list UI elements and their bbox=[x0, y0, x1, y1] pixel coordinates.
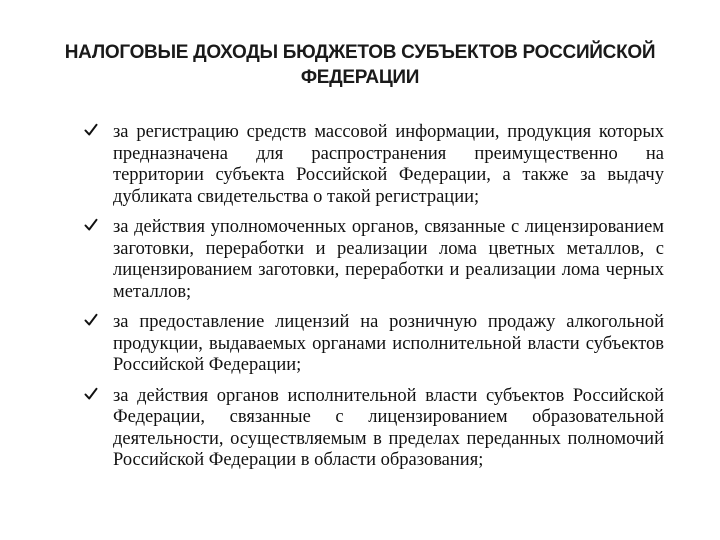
list-item-text: за действия уполномоченных органов, связанные с лицензированием заготовки, переработки и реализации лома цветных металлов, с лицензированием заготовки, переработки и реализации лома черных металлов; bbox=[113, 217, 664, 302]
list-item-text: за действия органов исполнительной власти субъектов Российской Федерации, связанные с лицензированием образовательной деятельности, осуществляемым в пределах переданных полномочий Российской Федерации в области образования; bbox=[113, 385, 664, 470]
list-item-text: за регистрацию средств массовой информации, продукция которых предназначена для распространения преимущественно на территории субъекта Российской Федерации, а также за выдачу дубликата свидетельства о такой регистрации; bbox=[113, 122, 664, 207]
title-line-2: ФЕДЕРАЦИИ bbox=[300, 67, 420, 88]
list-item bbox=[84, 217, 664, 303]
list-item bbox=[84, 386, 664, 472]
checkmark-icon bbox=[84, 123, 98, 137]
checkmark-icon bbox=[84, 387, 98, 401]
list-item-text: за предоставление лицензий на розничную продажу алкогольной продукции, выдаваемых органами исполнительной власти субъектов Российской Федерации; bbox=[113, 312, 664, 375]
list-item bbox=[84, 122, 664, 208]
checkmark-icon bbox=[84, 313, 98, 327]
list-item bbox=[84, 312, 664, 377]
bullet-list bbox=[84, 122, 664, 472]
title-line-1: НАЛОГОВЫЕ ДОХОДЫ БЮДЖЕТОВ СУБЪЕКТОВ РОССИЙСКОЙ bbox=[64, 42, 656, 63]
checkmark-icon bbox=[84, 218, 98, 232]
slide-title bbox=[20, 40, 700, 90]
